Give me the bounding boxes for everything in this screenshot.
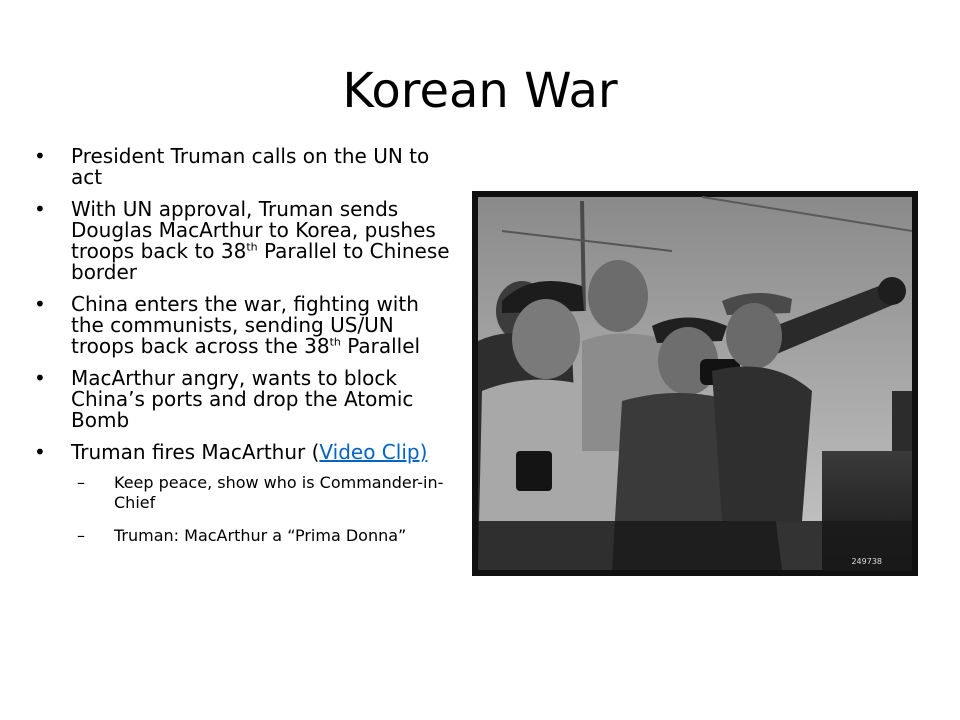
ordinal-superscript: th xyxy=(329,335,341,349)
bullet-item xyxy=(34,442,454,546)
bullet-text-continued: Parallel xyxy=(340,334,421,358)
bullet-text-continued: Parallel to Chinese border xyxy=(71,239,450,284)
bullet-item xyxy=(34,294,454,357)
photo-caption-number: 249738 xyxy=(851,557,882,566)
bullet-item xyxy=(34,368,454,431)
sub-bullet-item: – Keep peace, show who is Commander-in-Chief xyxy=(71,473,454,513)
bullet-list xyxy=(34,146,454,559)
bullet-text: President Truman calls on the UN to act xyxy=(71,144,430,189)
sub-bullet-item: – Truman: MacArthur a “Prima Donna” xyxy=(71,526,454,546)
slide-title: Korean War xyxy=(342,63,618,119)
sub-bullet-list xyxy=(71,473,454,546)
bullet-text: MacArthur angry, wants to block China’s ports and drop the Atomic Bomb xyxy=(71,366,414,432)
ordinal-superscript: th xyxy=(246,240,258,254)
bullet-item xyxy=(34,146,454,188)
video-clip-link[interactable]: Video Clip) xyxy=(319,440,428,464)
bullet-text: With UN approval, Truman sends Douglas MacArthur to Korea, pushes troops back to 38 xyxy=(71,197,436,263)
bullet-item xyxy=(34,199,454,283)
bullet-text: Truman fires MacArthur ( xyxy=(71,440,320,464)
photo-macarthur-inchon xyxy=(472,191,918,576)
bullet-text: China enters the war, fighting with the communists, sending US/UN troops back across the 38 xyxy=(71,292,419,358)
